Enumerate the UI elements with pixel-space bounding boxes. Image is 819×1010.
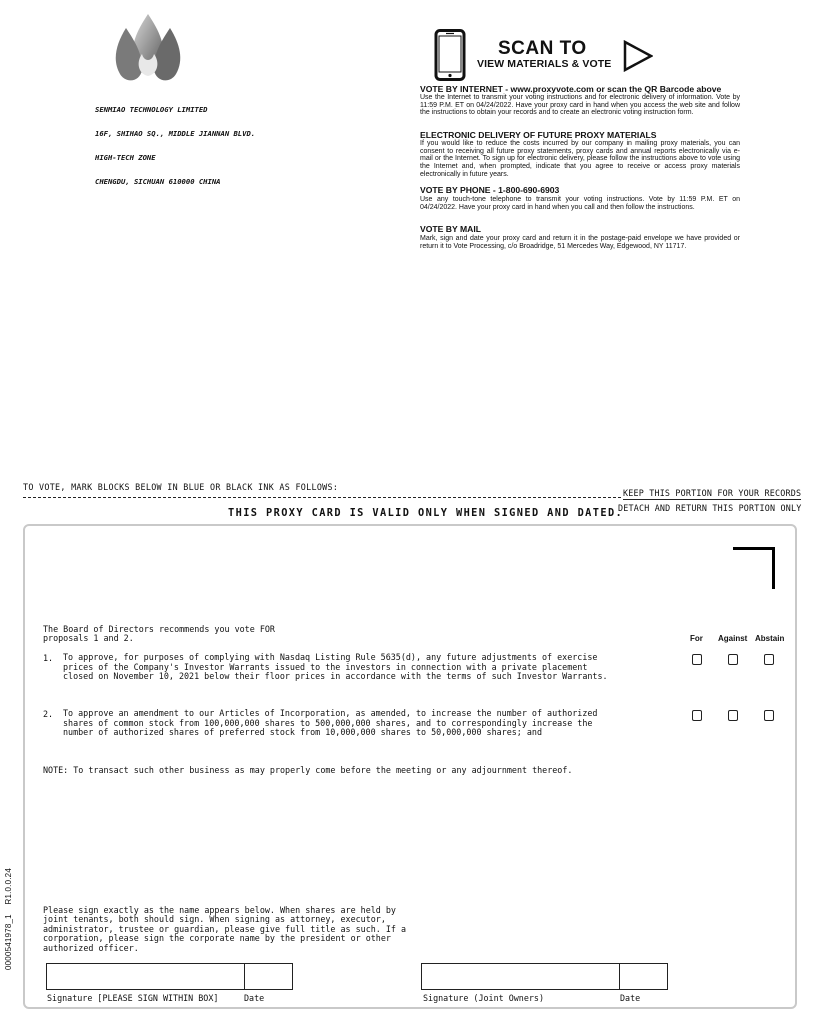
- proposal-2-abstain-checkbox[interactable]: [764, 710, 774, 721]
- lotus-droplet-logo-icon: [106, 10, 190, 94]
- joint-signature-label: Signature (Joint Owners): [423, 993, 545, 1003]
- proposal-2-against-checkbox[interactable]: [728, 710, 738, 721]
- joint-date-label: Date: [620, 993, 641, 1003]
- edelivery-heading: ELECTRONIC DELIVERY OF FUTURE PROXY MATERIALS: [420, 130, 657, 140]
- date-box[interactable]: [244, 963, 293, 990]
- address-line: CHENGDU, SICHUAN 610000 CHINA: [95, 177, 221, 186]
- vote-internet-text: Use the Internet to transmit your voting instructions and for electronic delivery of information. Vote by 11:59 P.M. ET on 04/24/2022. Have your proxy card in hand when you access the web site and follow the instructions to obtain your records and to create an electronic voting instruction form.: [420, 94, 740, 117]
- detach-line: [23, 497, 621, 498]
- proposal-text: To approve, for purposes of complying with Nasdaq Listing Rule 5635(d), any future adjustments of exercise prices of the Company's Investor Warrants issued to the investors in connection with a private placement closed on November 10, 2021 below their floor prices in accordance with the terms of such Investor Warrants.: [63, 652, 608, 682]
- play-triangle-icon: [623, 40, 653, 72]
- address-line: 16F, SHIHAO SQ., MIDDLE JIANNAN BLVD.: [95, 129, 256, 138]
- keep-portion-label: KEEP THIS PORTION FOR YOUR RECORDS: [623, 488, 802, 498]
- scan-subtitle: VIEW MATERIALS & VOTE: [477, 58, 612, 70]
- proposal-text: To approve an amendment to our Articles of Incorporation, as amended, to increase the number of authorized shares of common stock from 100,000,000 shares to 500,000,000 shares, and to correspondingly increase the number of authorized shares of preferred stock from 10,000,000 shares to 50,000,000 shares; and: [63, 708, 598, 738]
- signature-box[interactable]: [46, 963, 245, 990]
- valid-notice: THIS PROXY CARD IS VALID ONLY WHEN SIGNED AND DATED.: [228, 507, 624, 519]
- smartphone-icon: [434, 29, 466, 81]
- vote-internet-heading: VOTE BY INTERNET - www.proxyvote.com or scan the QR Barcode above: [420, 84, 722, 94]
- to-vote-instruction: TO VOTE, MARK BLOCKS BELOW IN BLUE OR BLACK INK AS FOLLOWS:: [23, 482, 339, 492]
- address-line: HIGH-TECH ZONE: [95, 153, 156, 162]
- detach-portion-label: DETACH AND RETURN THIS PORTION ONLY: [618, 503, 802, 513]
- vote-phone-heading: VOTE BY PHONE - 1-800-690-6903: [420, 185, 560, 195]
- vote-phone-text: Use any touch-tone telephone to transmit your voting instructions. Vote by 11:59 P.M. ET on 04/24/2022. Have your proxy card in hand when you call and then follow the instructions.: [420, 196, 740, 211]
- column-for: For: [690, 634, 703, 643]
- proposal-number: 1.: [43, 653, 54, 663]
- column-abstain: Abstain: [755, 634, 785, 643]
- company-address: [95, 90, 255, 194]
- joint-signature-box[interactable]: [421, 963, 620, 990]
- proposal-2-for-checkbox[interactable]: [692, 710, 702, 721]
- date-label: Date: [244, 993, 265, 1003]
- registration-mark: [733, 547, 775, 589]
- proposal-1-against-checkbox[interactable]: [728, 654, 738, 665]
- signature-label: Signature [PLEASE SIGN WITHIN BOX]: [47, 993, 219, 1003]
- scan-title: SCAN TO: [498, 38, 587, 59]
- proposal-1-for-checkbox[interactable]: [692, 654, 702, 665]
- proposal-1-abstain-checkbox[interactable]: [764, 654, 774, 665]
- proposal-number: 2.: [43, 709, 54, 719]
- joint-date-box[interactable]: [619, 963, 668, 990]
- note-text: NOTE: To transact such other business as may properly come before the meeting or any adjournment thereof.: [43, 765, 573, 775]
- signing-instructions: Please sign exactly as the name appears below. When shares are held by joint tenants, both should sign. When signing as attorney, executor, administrator, trustee or guardian, please give full title as such. If a corporation, please sign the corporate name by the president or other authorized officer.: [43, 905, 407, 953]
- edelivery-text: If you would like to reduce the costs incurred by our company in mailing proxy materials, you can consent to receiving all future proxy statements, proxy cards and annual reports electronically via e-mail or the Internet. To sign up for electronic delivery, please follow the instructions above to vote using the Internet and, when prompted, indicate that you agree to receive or access proxy materials electronically in future years.: [420, 140, 740, 178]
- address-line: SENMIAO TECHNOLOGY LIMITED: [95, 105, 208, 114]
- board-recommendation: The Board of Directors recommends you vote FOR proposals 1 and 2.: [43, 624, 275, 643]
- vote-mail-heading: VOTE BY MAIL: [420, 224, 481, 234]
- column-against: Against: [718, 634, 748, 643]
- side-control-code: 0000541978_1 R1.0.0.24: [4, 868, 13, 970]
- vote-mail-text: Mark, sign and date your proxy card and return it in the postage-paid envelope we have provided or return it to Vote Processing, c/o Broadridge, 51 Mercedes Way, Edgewood, NY 11717.: [420, 235, 740, 250]
